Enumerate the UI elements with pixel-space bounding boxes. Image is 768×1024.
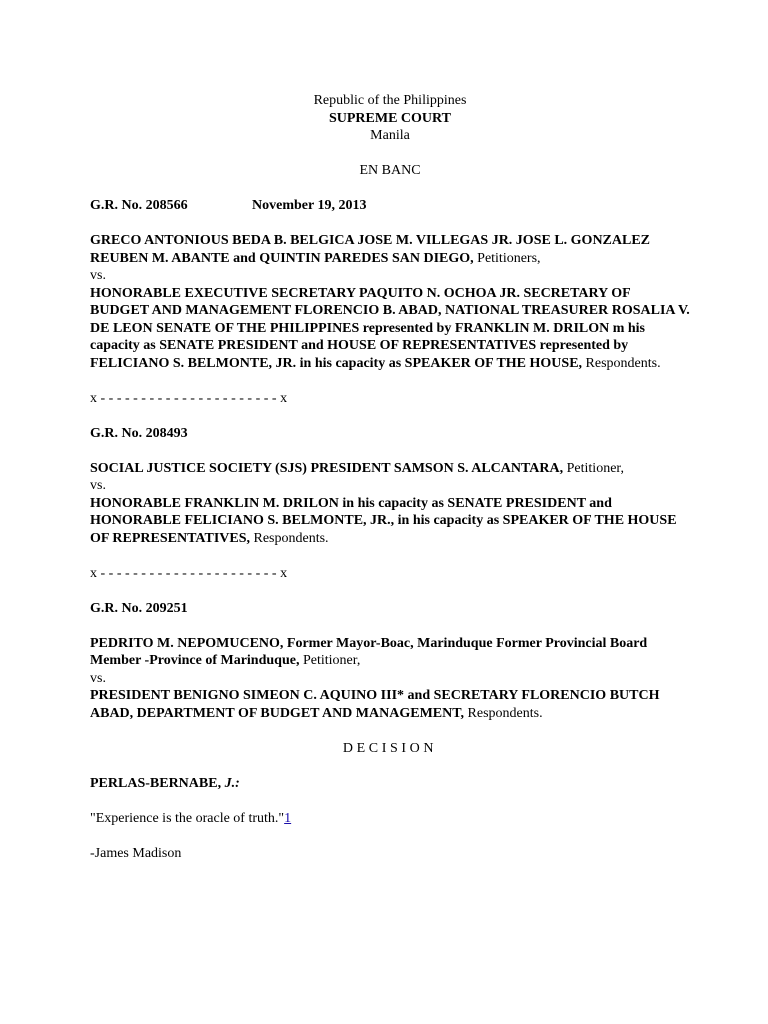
case1-gr-no: G.R. No. 208566 (90, 198, 188, 213)
decision-title: DECISION (342, 740, 438, 756)
case1-respondents-role: Respondents. (585, 355, 661, 371)
case1-petitioners-role: Petitioners, (477, 250, 541, 266)
header-city: Manila (370, 128, 410, 143)
case2-vs: vs. (90, 478, 106, 493)
case3-respondents-role: Respondents. (467, 705, 543, 721)
case1-date: November 19, 2013 (252, 198, 367, 213)
case1-heading (90, 197, 690, 215)
separator-2: x - - - - - - - - - - - - - - - - - - - - - - x (90, 565, 288, 581)
header-republic: Republic of the Philippines (313, 93, 467, 108)
ponente-suffix: J.: (224, 775, 240, 791)
case1-respondents-block (90, 285, 690, 373)
case3-respondents-block (90, 687, 690, 722)
case1-petitioners: GRECO ANTONIOUS BEDA B. BELGICA JOSE M. VILLEGAS JR. JOSE L. GONZALEZ REUBEN M. ABANTE and QUINTIN PAREDES SAN DIEGO, (90, 233, 651, 266)
case2-petitioner-block (90, 460, 690, 478)
footnote-link-1[interactable]: 1 (284, 810, 292, 826)
case2-respondents-role: Respondents. (253, 530, 329, 546)
separator-1: x - - - - - - - - - - - - - - - - - - - - - - x (90, 390, 288, 406)
case2-petitioner: SOCIAL JUSTICE SOCIETY (SJS) PRESIDENT SAMSON S. ALCANTARA, (90, 460, 564, 476)
ponente-line (90, 775, 690, 793)
case2-gr-no: G.R. No. 208493 (90, 425, 188, 441)
document-page (90, 92, 690, 862)
ponente-name: PERLAS-BERNABE, (90, 775, 222, 791)
case1-vs: vs. (90, 268, 106, 283)
case1-respondents: HONORABLE EXECUTIVE SECRETARY PAQUITO N. OCHOA JR. SECRETARY OF BUDGET AND MANAGEMENT FLORENCIO B. ABAD, NATIONAL TREASURER ROSALIA V. DE LEON SENATE OF THE PHILIPPINES represented by FRANKLIN M. DRILON m his capacity as SENATE PRESIDENT and HOUSE OF REPRESENTATIVES represented by FELICIANO S. BELMONTE, JR. in his capacity as SPEAKER OF THE HOUSE, (90, 285, 690, 371)
case1-petitioners-block (90, 232, 690, 267)
case3-respondents: PRESIDENT BENIGNO SIMEON C. AQUINO III* and SECRETARY FLORENCIO BUTCH ABAD, DEPARTMENT OF BUDGET AND MANAGEMENT, (90, 688, 660, 721)
case3-petitioner-role: Petitioner, (302, 653, 361, 668)
case3-petitioner-block (90, 635, 690, 670)
case3-vs: vs. (90, 670, 106, 686)
case3-gr-no: G.R. No. 209251 (90, 600, 188, 616)
epigraph-quote (90, 810, 690, 828)
case2-respondents-block (90, 495, 690, 548)
case3-petitioner: PEDRITO M. NEPOMUCENO, Former Mayor-Boac, Marinduque Former Provincial Board Member -Province of Marinduque, (90, 635, 648, 668)
quote-text: "Experience is the oracle of truth." (90, 810, 285, 826)
header-division: EN BANC (359, 163, 421, 178)
case2-respondents: HONORABLE FRANKLIN M. DRILON in his capacity as SENATE PRESIDENT and HONORABLE FELICIANO S. BELMONTE, JR., in his capacity as SPEAKER OF THE HOUSE OF REPRESENTATIVES, (90, 495, 677, 546)
header-court: SUPREME COURT (328, 110, 451, 126)
epigraph-attribution: -James Madison (90, 845, 182, 861)
case2-petitioner-role: Petitioner, (566, 460, 625, 476)
